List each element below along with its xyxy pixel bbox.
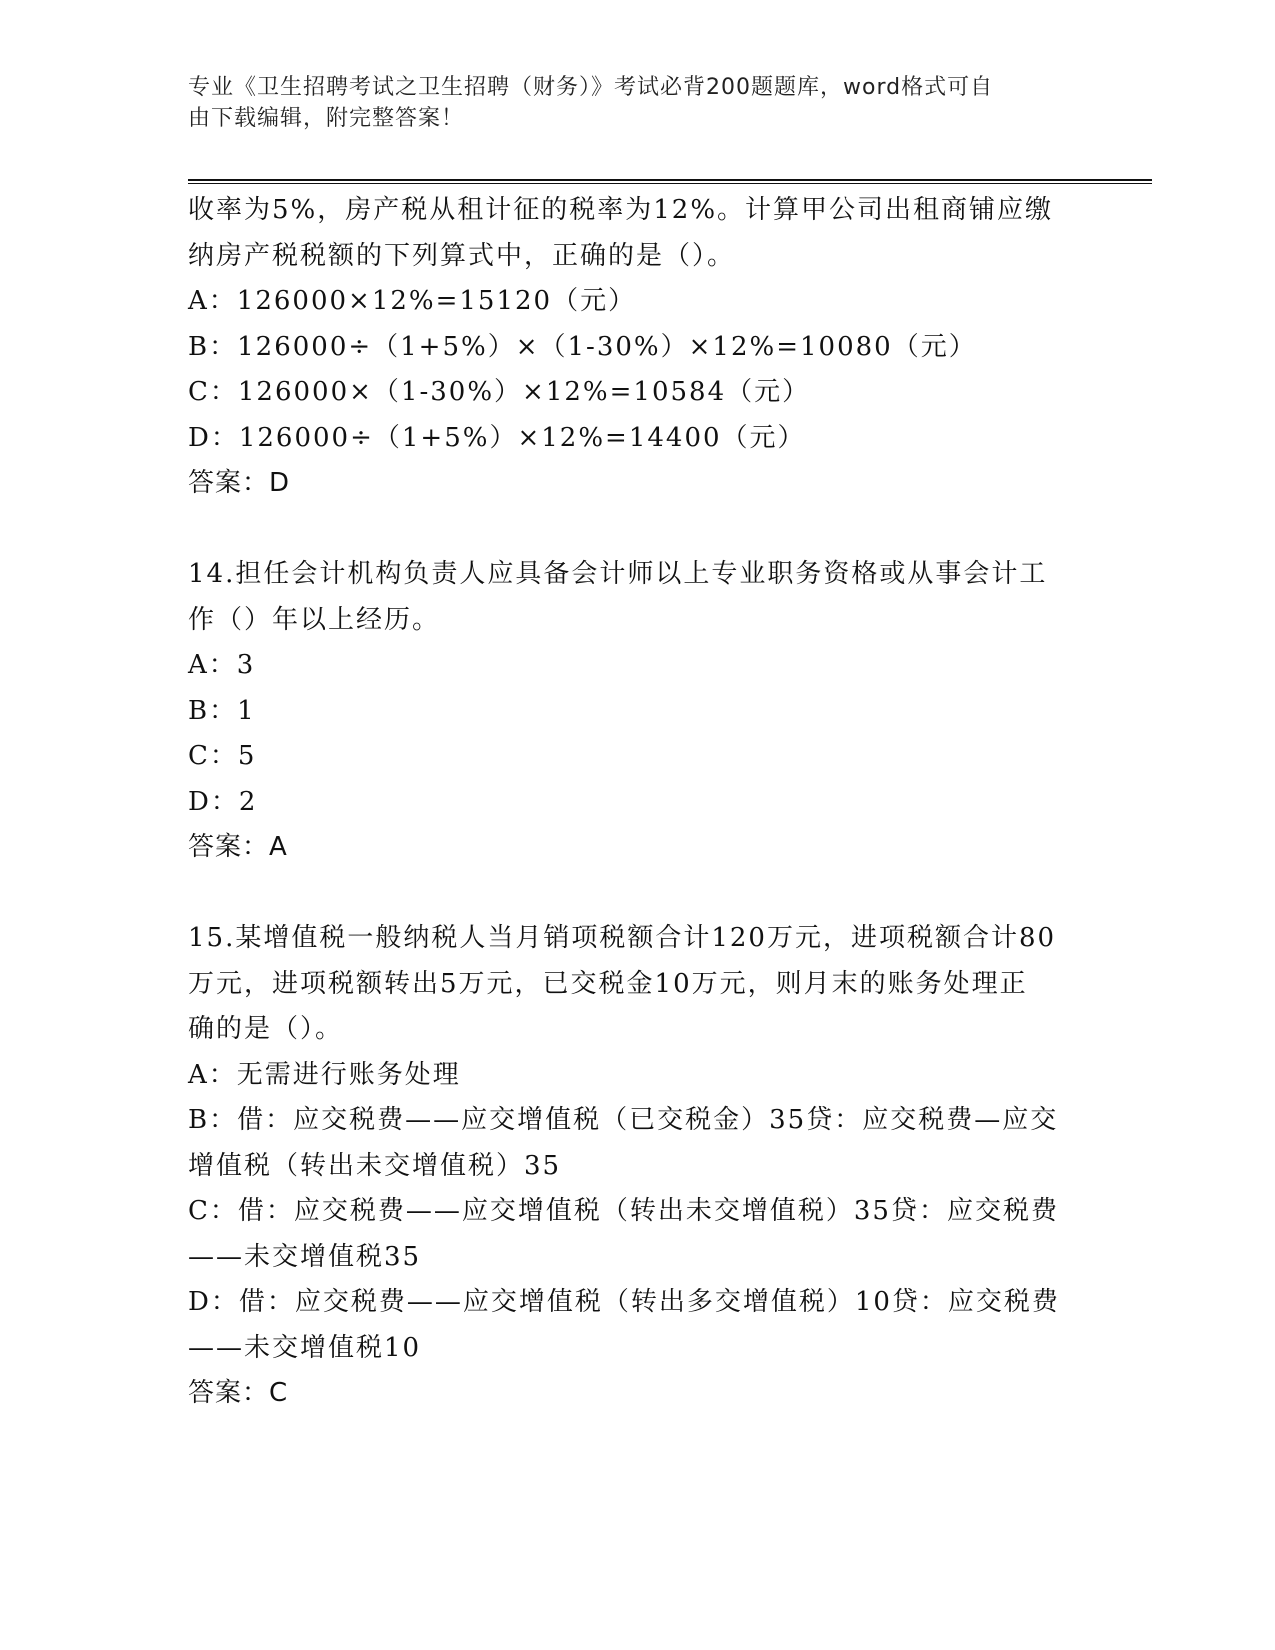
header-line-2: 由下载编辑，附完整答案！	[188, 106, 465, 131]
option-c: C：5	[188, 741, 257, 771]
spacer	[188, 871, 1088, 917]
document-header	[188, 72, 1088, 134]
question-13	[188, 188, 1088, 507]
option-b: B：1	[188, 695, 256, 726]
answer-line: 答案：C	[188, 1378, 289, 1408]
header-line-1: 专业《卫生招聘考试之卫生招聘（财务）》考试必背200题题库，word格式可自	[188, 75, 994, 100]
spacer	[188, 507, 1088, 553]
question-stem-line: 作（）年以上经历。	[188, 604, 441, 635]
option-c-continued: ——未交增值税35	[188, 1241, 422, 1272]
option-d-continued: ——未交增值税10	[188, 1332, 422, 1363]
header-divider-thick	[188, 179, 1152, 181]
option-b: B：126000÷（1+5%）×（1-30%）×12%=10080（元）	[188, 331, 977, 362]
question-stem-line: 万元，进项税额转出5万元，已交税金10万元，则月末的账务处理正	[188, 968, 1028, 999]
question-14	[188, 552, 1088, 871]
option-d: D：借：应交税费——应交增值税（转出多交增值税）10贷：应交税费	[188, 1287, 1060, 1317]
question-15	[188, 916, 1088, 1417]
document-body	[188, 188, 1088, 1417]
question-stem-line: 收率为5%，房产税从租计征的税率为12%。计算甲公司出租商铺应缴	[188, 195, 1054, 225]
answer-line: 答案：A	[188, 832, 288, 862]
question-stem-line: 14.担任会计机构负责人应具备会计师以上专业职务资格或从事会计工	[188, 559, 1048, 589]
option-b: B：借：应交税费——应交增值税（已交税金）35贷：应交税费—应交	[188, 1105, 1059, 1135]
option-a: A：3	[188, 650, 256, 680]
option-c: C：126000×（1-30%）×12%=10584（元）	[188, 377, 811, 407]
option-d: D：126000÷（1+5%）×12%=14400（元）	[188, 422, 806, 453]
option-d: D：2	[188, 786, 258, 817]
option-b-continued: 增值税（转出未交增值税）35	[188, 1150, 562, 1181]
header-divider-thin	[188, 183, 1152, 184]
answer-line: 答案：D	[188, 468, 291, 498]
option-a: A：无需进行账务处理	[188, 1059, 461, 1090]
question-stem-line: 确的是（）。	[188, 1014, 344, 1044]
option-a: A：126000×12%=15120（元）	[188, 286, 637, 316]
question-stem-line: 纳房产税税额的下列算式中，正确的是（）。	[188, 240, 736, 271]
question-stem-line: 15.某增值税一般纳税人当月销项税额合计120万元，进项税额合计80	[188, 923, 1057, 953]
option-c: C：借：应交税费——应交增值税（转出未交增值税）35贷：应交税费	[188, 1196, 1059, 1226]
